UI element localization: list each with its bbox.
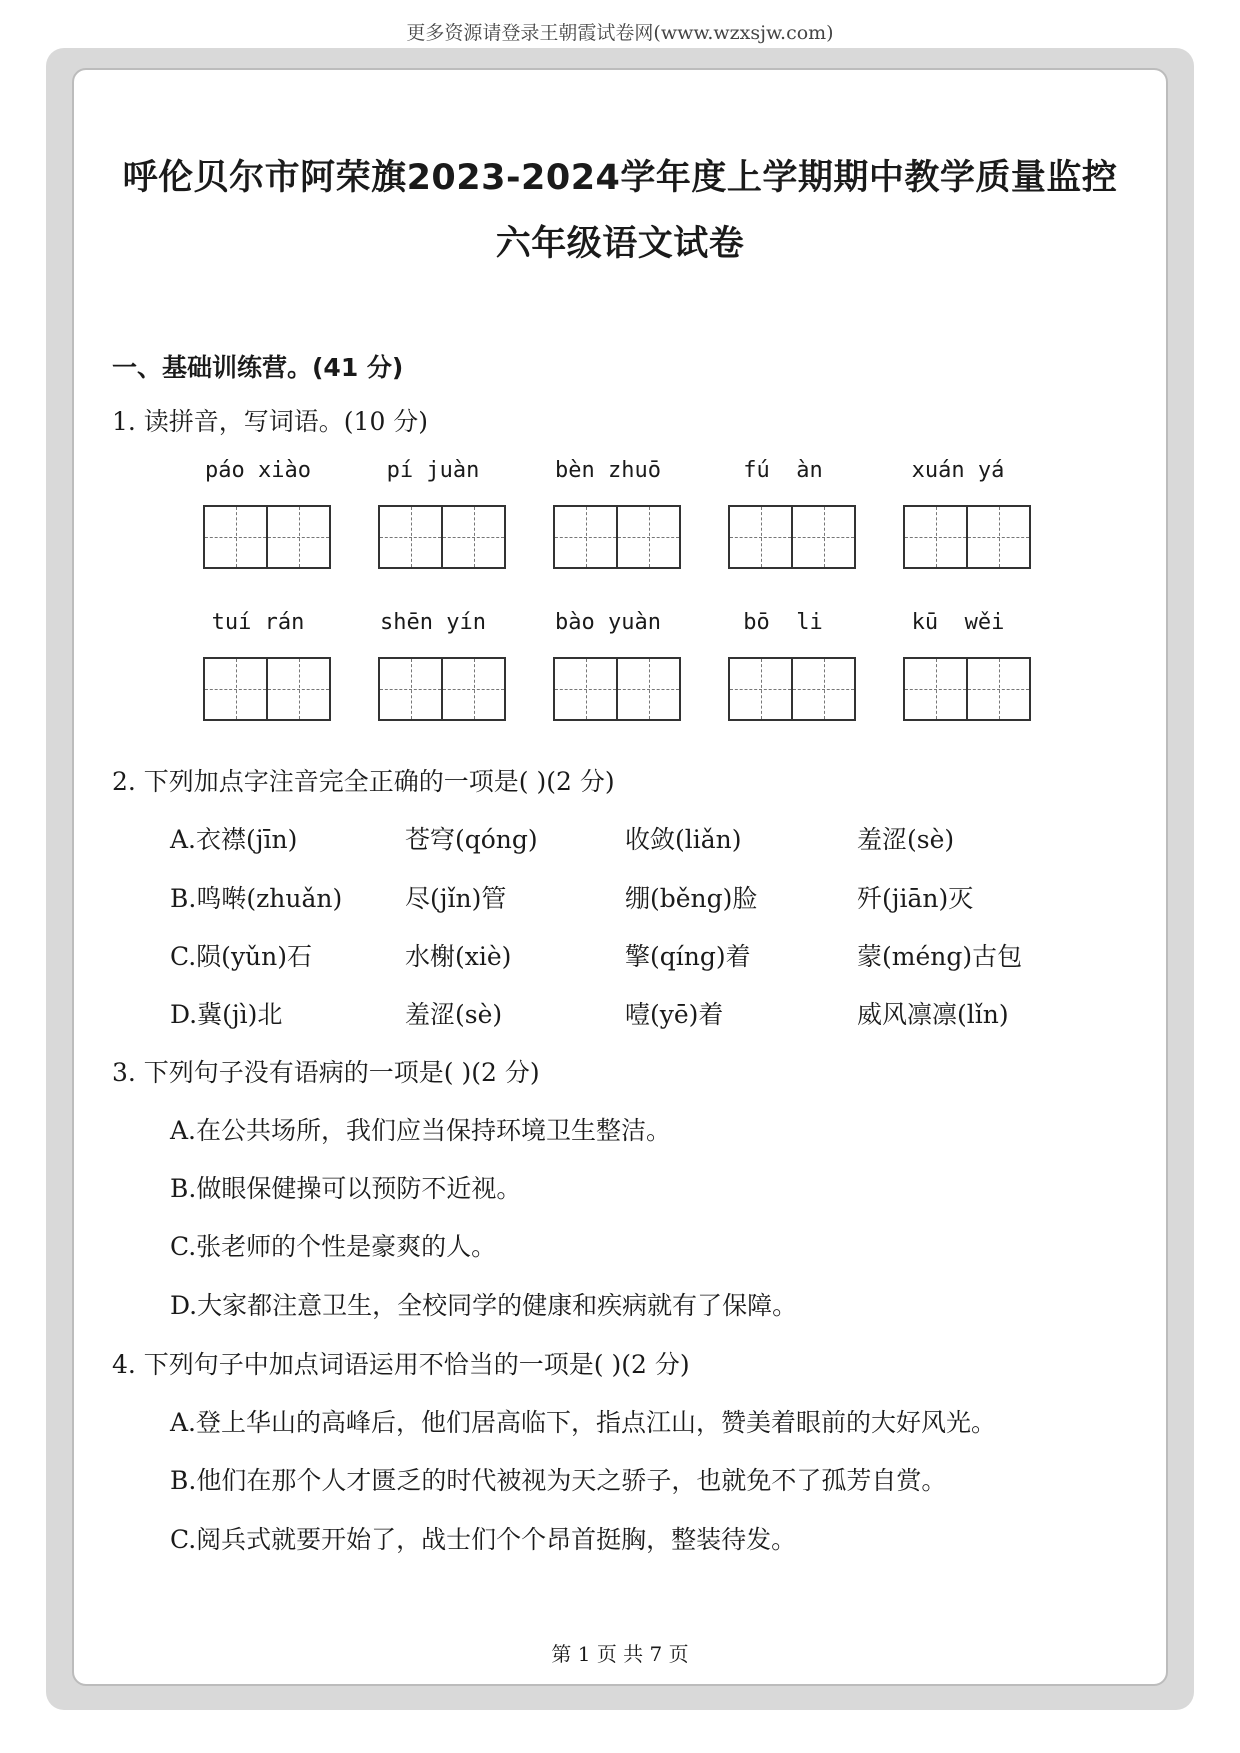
q2-option-d-word: 噎(yē)着 [625, 1000, 724, 1029]
q4-option-a: A.登上华山的高峰后，他们居高临下，指点江山，赞美着眼前的大好风光。 [170, 1408, 997, 1437]
pinyin-label: xuán yá [911, 458, 1005, 483]
writing-grid[interactable] [903, 505, 1031, 569]
writing-grid[interactable] [903, 657, 1031, 721]
writing-grid[interactable] [203, 505, 331, 569]
writing-grid[interactable] [553, 505, 681, 569]
page-number: 第 1 页 共 7 页 [551, 1642, 689, 1666]
question-4-stem: 4. 下列句子中加点词语运用不恰当的一项是( )(2 分) [112, 1350, 690, 1379]
q4-option-b: B.他们在那个人才匮乏的时代被视为天之骄子，也就免不了孤芳自赏。 [170, 1466, 947, 1495]
q2-option-a: A.衣襟(jīn) [170, 825, 298, 854]
pinyin-label: páo xiào [205, 458, 311, 483]
pinyin-label: fú àn [743, 458, 823, 483]
writing-grid[interactable] [728, 505, 856, 569]
q2-option-a-word: 收敛(liǎn) [625, 825, 742, 854]
watermark: 更多资源请登录王朝霞试卷网(www.wzxsjw.com) [406, 22, 834, 44]
q4-option-c: C.阅兵式就要开始了，战士们个个昂首挺胸，整装待发。 [170, 1525, 797, 1554]
writing-grid[interactable] [203, 657, 331, 721]
q3-option-a: A.在公共场所，我们应当保持环境卫生整洁。 [170, 1116, 672, 1145]
page-content-area [72, 68, 1168, 1686]
q2-option-b: B.鸣啭(zhuǎn) [170, 884, 343, 913]
pinyin-label: bèn zhuō [555, 458, 661, 483]
exam-subtitle: 六年级语文试卷 [495, 224, 745, 264]
pinyin-label: tuí rán [211, 610, 305, 635]
section-heading: 一、基础训练营。(41 分) [112, 353, 404, 382]
question-3-stem: 3. 下列句子没有语病的一项是( )(2 分) [112, 1058, 540, 1087]
q3-option-c: C.张老师的个性是豪爽的人。 [170, 1232, 497, 1261]
q2-option-b-word: 歼(jiān)灭 [857, 884, 974, 913]
writing-grid[interactable] [378, 505, 506, 569]
writing-grid[interactable] [728, 657, 856, 721]
question-2-stem: 2. 下列加点字注音完全正确的一项是( )(2 分) [112, 767, 615, 796]
q2-option-d-word: 威风凛凛(lǐn) [857, 1000, 1009, 1029]
q2-option-a-word: 苍穹(qóng) [405, 825, 538, 854]
pinyin-label: kū wěi [911, 610, 1005, 635]
q3-option-d: D.大家都注意卫生，全校同学的健康和疾病就有了保障。 [170, 1291, 798, 1320]
pinyin-label: bō li [743, 610, 823, 635]
q2-option-b-word: 绷(běng)脸 [625, 884, 758, 913]
question-1-stem: 1. 读拼音，写词语。(10 分) [112, 407, 429, 436]
q2-option-d: D.冀(jì)北 [170, 1000, 283, 1029]
q2-option-a-word: 羞涩(sè) [857, 825, 955, 854]
pinyin-label: bào yuàn [555, 610, 661, 635]
q3-option-b: B.做眼保健操可以预防不近视。 [170, 1174, 522, 1203]
writing-grid[interactable] [553, 657, 681, 721]
q2-option-c: C.陨(yǔn)石 [170, 942, 313, 971]
q2-option-b-word: 尽(jǐn)管 [405, 884, 507, 913]
pinyin-label: pí juàn [386, 458, 480, 483]
q2-option-c-word: 水榭(xiè) [405, 942, 512, 971]
q2-option-d-word: 羞涩(sè) [405, 1000, 503, 1029]
writing-grid[interactable] [378, 657, 506, 721]
q2-option-c-word: 蒙(méng)古包 [857, 942, 1023, 971]
exam-title: 呼伦贝尔市阿荣旗2023-2024学年度上学期期中教学质量监控 [122, 158, 1118, 198]
pinyin-label: shēn yín [380, 610, 486, 635]
q2-option-c-word: 擎(qíng)着 [625, 942, 751, 971]
